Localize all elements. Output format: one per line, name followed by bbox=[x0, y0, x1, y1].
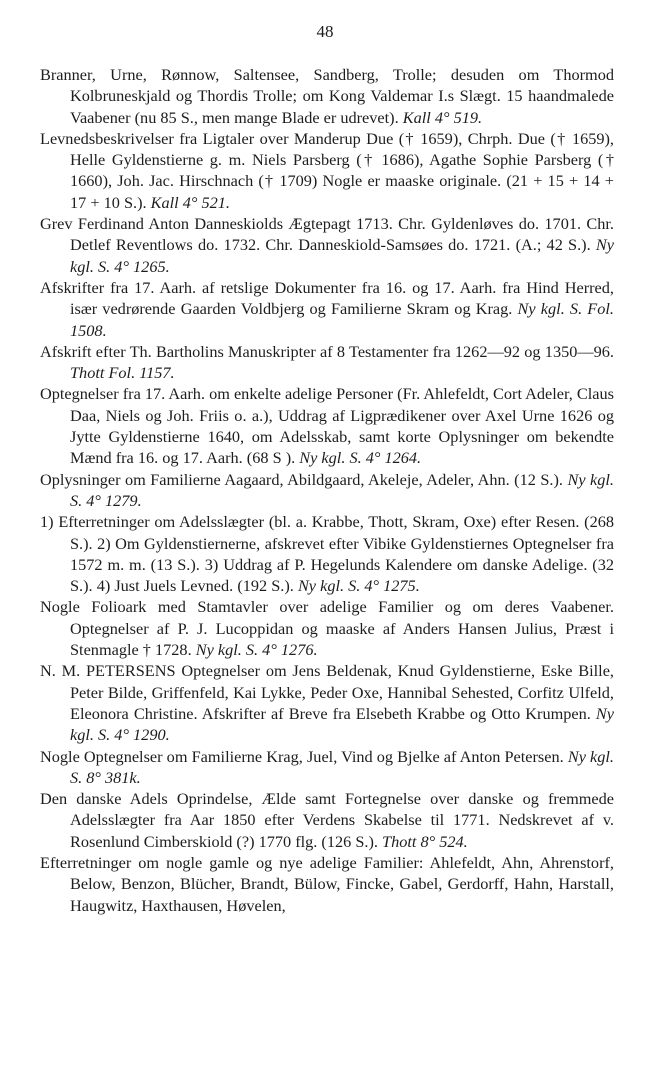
entry-reference: Ny kgl. S. 4° 1290. bbox=[70, 703, 615, 745]
entry-text: Oplysninger om Familierne Aagaard, Abildgaard, Akeleje, Adeler, Ahn. (12 S.). bbox=[40, 469, 563, 489]
entry-text: Efterretninger om nogle gamle og nye adelige Familier: Ahlefeldt, Ahn, Ahrenstorf, Below, Benzon, Blücher, Brandt, Bülow, Fincke, Gabel, Gerdorff, Hahn, Harstall, Haugwitz, Haxthausen, Høvelen, bbox=[40, 852, 614, 915]
list-item bbox=[40, 341, 614, 384]
list-item bbox=[40, 852, 614, 916]
list-item bbox=[40, 277, 614, 341]
entry-reference: Ny kgl. S. 8° 381k. bbox=[70, 746, 614, 787]
entry-text: Den danske Adels Oprindelse, Ælde samt Fortegnelse over danske og fremmede Adelsslægter fra Aar 1850 efter Verdens Skabelse til 1771. Nedskrevet af v. Rosenlund Cimberskiold (?) 1770 flg. (126 S.). bbox=[40, 789, 614, 851]
entry-reference: Ny kgl. S. Fol. 1508. bbox=[70, 299, 614, 340]
entry-text: Afskrifter fra 17. Aarh. af retslige Dokumenter fra 16. og 17. Aarh. fra Hind Herred, især vedrørende Gaarden Voldbjerg og Familierne Skram og Krag. bbox=[40, 277, 614, 319]
page-number: 48 bbox=[316, 22, 334, 41]
entry-text: Afskrift efter Th. Bartholins Manuskripter af 8 Testamenter fra 1262—92 og 1350—96. bbox=[40, 341, 614, 361]
list-item bbox=[40, 213, 614, 277]
entry-reference: Kall 4° 521. bbox=[150, 192, 230, 212]
entry-reference: Ny kgl. S. 4° 1264. bbox=[299, 448, 422, 468]
entry-text: Branner, Urne, Rønnow, Saltensee, Sandberg, Trolle; desuden om Thormod Kolbruneskjald og Thordis Trolle; om Kong Valdemar I.s Slægt. 15 haandmalede Vaabener (nu 85 S., men mange Blade er udrevet). bbox=[40, 65, 614, 127]
list-item bbox=[40, 64, 614, 128]
list-item bbox=[40, 746, 614, 789]
entry-reference: Thott 8° 524. bbox=[382, 831, 468, 851]
entry-reference: Ny kgl. S. 4° 1275. bbox=[297, 576, 420, 596]
entry-text: Levnedsbeskrivelser fra Ligtaler over Manderup Due († 1659), Chrph. Due († 1659), Helle Gyldenstierne g. m. Niels Parsberg († 1686), Agathe Sophie Parsberg († 1660), Joh. Jac. Hirschnach († 1709) Nogle er maaske originale. (21 + 15 + 14 + 17 + 10 S.). bbox=[40, 128, 614, 212]
list-item bbox=[40, 128, 614, 213]
entry-reference: Ny kgl. S. 4° 1265. bbox=[70, 235, 614, 276]
list-item bbox=[40, 511, 614, 596]
list-item bbox=[40, 660, 614, 745]
entry-reference: Thott Fol. 1157. bbox=[70, 363, 175, 383]
list-item bbox=[40, 596, 614, 660]
entry-reference: Ny kgl. S. 4° 1276. bbox=[195, 640, 318, 660]
entry-list bbox=[40, 64, 614, 916]
entry-text: 1) Efterretninger om Adelsslægter (bl. a. Krabbe, Thott, Skram, Oxe) efter Resen. (268 S.). 2) Om Gyldenstiernerne, afskrevet efter Vibike Gyldenstiernes Optegnelser fra 1572 m. m. (13 S.). 3) Uddrag af P. Hegelunds Kalendere om danske Adelige. (32 S.). 4) Just Juels Levned. (192 S.). bbox=[40, 512, 614, 596]
list-item bbox=[40, 788, 614, 852]
entry-text: Nogle Optegnelser om Familierne Krag, Juel, Vind og Bjelke af Anton Petersen. bbox=[40, 746, 564, 766]
entry-reference: Ny kgl. S. 4° 1279. bbox=[70, 469, 614, 510]
entry-text: Grev Ferdinand Anton Danneskiolds Ægtepagt 1713. Chr. Gyldenløves do. 1701. Chr. Detlef Reventlows do. 1732. Chr. Danneskiold-Samsøes do. 1721. (A.; 42 S.). bbox=[40, 214, 614, 255]
list-item bbox=[40, 383, 614, 468]
entry-text: N. M. PETERSENS Optegnelser om Jens Beldenak, Knud Gyldenstierne, Eske Bille, Peter Bilde, Griffenfeld, Kai Lykke, Peder Oxe, Hannibal Sehested, Corfitz Ulfeld, Eleonora Christine. Afskrifter af Breve fra Elsebeth Krabbe og Otto Krumpen. bbox=[40, 661, 614, 723]
entry-text: Nogle Folioark med Stamtavler over adelige Familier og om deres Vaabener. Optegnelser af P. J. Lucoppidan og maaske af Anders Hansen Julius, Præst i Stenmagle † 1728. bbox=[40, 597, 614, 660]
list-item bbox=[40, 469, 614, 512]
entry-text: Optegnelser fra 17. Aarh. om enkelte adelige Personer (Fr. Ahlefeldt, Cort Adeler, Claus Daa, Niels og Joh. Friis o. a.), Uddrag af Ligprædikener over Axel Urne 1626 og Jytte Gyldenstierne 1640, om Adelsskab, samt korte Oplysninger om bekendte Mænd fra 16. og 17. Aarh. (68 S ). bbox=[40, 384, 615, 468]
entry-reference: Kall 4° 519. bbox=[402, 107, 483, 127]
